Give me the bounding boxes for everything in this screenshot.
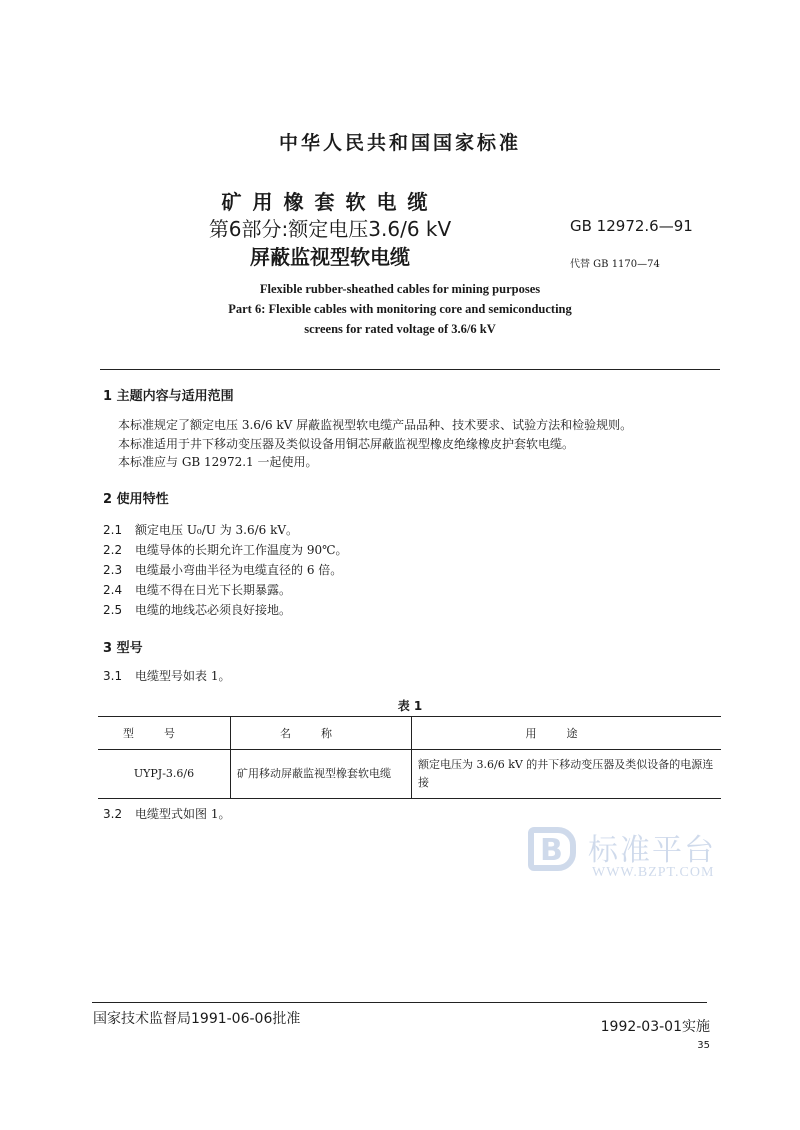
item-number: 3.1 — [103, 669, 123, 683]
section-1-paragraph: 本标准规定了额定电压 3.6/6 kV 屏蔽监视型软电缆产品品种、技术要求、试验方法和检验规则。 — [118, 418, 633, 432]
cell-name: 矿用移动屏蔽监视型橡套软电缆 — [231, 750, 412, 799]
watermark-logo-icon: B — [528, 827, 576, 871]
column-header-name: 名称 — [231, 717, 412, 750]
cell-usage: 额定电压为 3.6/6 kV 的井下移动变压器及类似设备的电源连接 — [412, 750, 722, 799]
item-text: 电缆最小弯曲半径为电缆直径的 6 倍。 — [135, 563, 343, 577]
approval-date: 国家技术监督局1991-06-06批准 — [93, 1011, 301, 1027]
replaces-note: 代替 GB 1170—74 — [570, 259, 660, 270]
item-number: 3.2 — [103, 807, 123, 821]
item-number: 2.2 — [103, 543, 123, 557]
section-2-heading: 2 使用特性 — [103, 492, 169, 507]
section-1-paragraph: 本标准应与 GB 12972.1 一起使用。 — [118, 455, 318, 469]
item-number: 2.3 — [103, 563, 123, 577]
table-caption: 表 1 — [397, 699, 423, 713]
standard-code: GB 12972.6—91 — [570, 217, 693, 235]
list-item — [103, 581, 291, 598]
list-item — [103, 541, 348, 558]
watermark-text: 标准平台 — [588, 833, 716, 868]
list-item — [103, 561, 342, 578]
watermark — [528, 825, 728, 885]
item-number: 2.4 — [103, 583, 123, 597]
english-title-line3: screens for rated voltage of 3.6/6 kV — [304, 322, 496, 336]
header-divider — [100, 369, 720, 370]
document-title-line1: 矿用橡套软电缆 — [221, 190, 439, 214]
document-title-line3: 屏蔽监视型软电缆 — [250, 245, 410, 269]
table-row — [98, 750, 721, 799]
item-text: 电缆导体的长期允许工作温度为 90℃。 — [135, 543, 348, 557]
english-title-line2: Part 6: Flexible cables with monitoring core and semiconducting — [228, 302, 572, 316]
column-header-model: 型号 — [98, 717, 231, 750]
column-header-usage: 用途 — [412, 717, 722, 750]
item-text: 电缆的地线芯必须良好接地。 — [135, 603, 292, 617]
list-item — [103, 667, 230, 684]
item-text: 电缆型式如图 1。 — [135, 807, 231, 821]
item-text: 额定电压 U₀/U 为 3.6/6 kV。 — [135, 523, 299, 537]
section-1-heading: 1 主题内容与适用范围 — [103, 389, 234, 404]
effective-date: 1992-03-01实施 — [600, 1019, 710, 1035]
cell-model: UYPJ-3.6/6 — [98, 750, 231, 799]
watermark-url: WWW.BZPT.COM — [592, 865, 715, 880]
page-number: 35 — [697, 1040, 710, 1051]
item-text: 电缆不得在日光下长期暴露。 — [135, 583, 292, 597]
model-table — [98, 716, 721, 799]
list-item — [103, 601, 291, 618]
section-3-heading: 3 型号 — [103, 641, 143, 656]
list-item — [103, 805, 230, 822]
national-standard-label: 中华人民共和国国家标准 — [278, 132, 521, 154]
list-item — [103, 521, 298, 538]
document-title-line2: 第6部分:额定电压3.6/6 kV — [208, 217, 452, 241]
footer-divider — [92, 1002, 707, 1003]
item-text: 电缆型号如表 1。 — [135, 669, 231, 683]
item-number: 2.1 — [103, 523, 123, 537]
section-1-paragraph: 本标准适用于井下移动变压器及类似设备用铜芯屏蔽监视型橡皮绝缘橡皮护套软电缆。 — [118, 437, 575, 451]
item-number: 2.5 — [103, 603, 123, 617]
table-header-row — [98, 717, 721, 750]
english-title-line1: Flexible rubber-sheathed cables for mining purposes — [259, 282, 541, 296]
